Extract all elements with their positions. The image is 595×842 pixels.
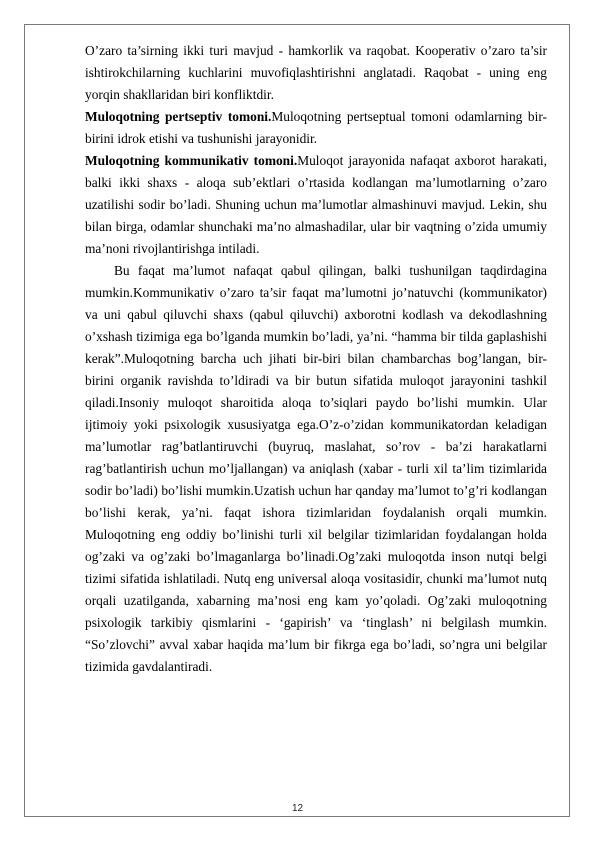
text-communicative-side: Muloqot jarayonida nafaqat axborot harakati, balki ikki shaxs - aloqa sub’ektlari o’rtasida kodlangan ma’lumotlarning o’zaro uzatilishi sodir bo’ladi. Shuning uchun ma’lumotlar almashinuvi mavjud. Lekin, shu bilan birga, odamlar shunchaki ma’no almashadilar, ular bir vaqtning o’zida umumiy ma’noni rivojlantirishga intiladi. xyxy=(85,153,547,256)
heading-communicative-side: Muloqotning kommunikativ tomoni. xyxy=(85,153,298,168)
paragraph-communication-details: Bu faqat ma’lumot nafaqat qabul qilingan, balki tushunilgan taqdirdagina mumkin.Kommunikativ o’zaro ta’sir faqat ma’lumotni jo’natuvchi (kommunikator) va uni qabul qiluvchi shaxs (qabul qiluvchi) axborotni kodlash va dekodlashning o’xshash tizimiga ega bo’lganda mumkin bo’ladi, ya’ni. “hamma bir tilda gaplashishi kerak”.Muloqotning barcha uch jihati bir-biri bilan chambarchas bog’langan, bir-birini organik ravishda to’ldiradi va bir butun sifatida muloqot jarayonini tashkil qiladi.Insoniy muloqot sharoitida aloqa to’siqlari paydo bo’lishi mumkin. Ular ijtimoiy yoki psixologik xususiyatga ega.O’z-o’zidan kommunikatordan keladigan ma’lumotlar rag’batlantiruvchi (buyruq, maslahat, so’rov - ba’zi harakatlarni rag’batlantirish uchun mo’ljallangan) va aniqlash (xabar - turli xil ta’lim tizimlarida sodir bo’ladi) bo’lishi mumkin.Uzatish uchun har qanday ma’lumot to’g’ri kodlangan bo’lishi kerak, ya’ni. faqat ishora tizimlaridan foydalanish orqali mumkin. Muloqotning eng oddiy bo’linishi turli xil belgilar tizimlaridan foydalangan holda og’zaki va og’zaki bo’lmaganlarga bo’linadi.Og’zaki muloqotda inson nutqi belgi tizimi sifatida ishlatiladi. Nutq eng universal aloqa vositasidir, chunki ma’lumot nutq orqali uzatilganda, xabarning ma’nosi eng kam yo’qoladi. Og’zaki muloqotning psixologik tarkibiy qismlarini - ‘gapirish’ va ‘tinglash’ ni belgilash mumkin. “So’zlovchi” avval xabar haqida ma’lum bir fikrga ega bo’ladi, so’ngra uni belgilar tizimida gavdalantiradi. xyxy=(85,263,547,674)
page-number: 12 xyxy=(291,803,304,814)
paragraph-communicative-side xyxy=(85,150,547,260)
text-perceptive-side: Muloqotning pertseptual tomoni odamlarning bir-birini idrok etishi va tushunishi jarayonidir. xyxy=(85,109,547,146)
paragraph-perceptive-side xyxy=(85,106,547,150)
page-body xyxy=(85,40,547,678)
heading-perceptive-side: Muloqotning pertseptiv tomoni. xyxy=(85,109,272,124)
paragraph-cooperation-competition: O’zaro ta’sirning ikki turi mavjud - hamkorlik va raqobat. Kooperativ o’zaro ta’sir ishtirokchilarning kuchlarini muvofiqlashtirishni anglatadi. Raqobat - uning eng yorqin shakllaridan biri konfliktdir. xyxy=(85,43,547,102)
